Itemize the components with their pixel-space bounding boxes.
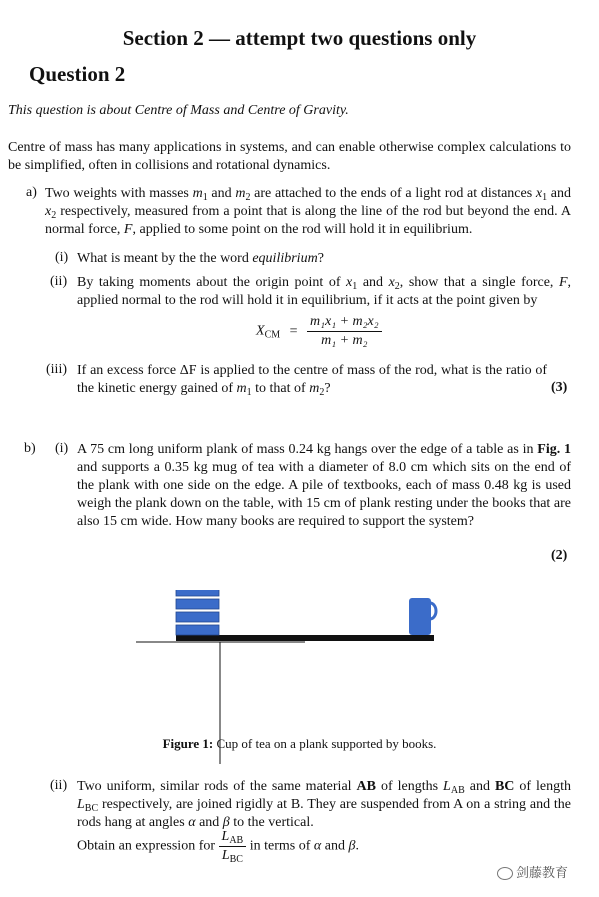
- wechat-icon: [497, 867, 513, 880]
- cm-fraction: $\frac{\text{m₁x₁ + m₂x₂}}{\text{m₁ + m₂}}$: [307, 314, 382, 349]
- figure-caption: Figure 1: Cup of tea on a plank supported by books.: [162, 736, 437, 751]
- watermark: 剑藤教育: [497, 862, 568, 881]
- plank: [176, 635, 434, 641]
- textbook: [176, 599, 219, 609]
- part-b-i-label: (i): [55, 441, 69, 456]
- question-title: Question 2: [29, 62, 126, 86]
- part-a-ii-text: By taking moments about the origin point of $x_1$ and $x_2$, show that a single force, F, applied normal to the rod will hold it in equilibrium, if it acts at the point given by: [77, 275, 572, 308]
- part-a-i-label: (i): [55, 250, 69, 265]
- part-a-ii-label: (ii): [50, 274, 68, 289]
- cm-equation: $X_{CM}$ = $\frac{\text{m₁x₁ + m₂x₂}}{\text{m₁ + m₂}}$: [256, 314, 382, 349]
- part-b-ii-label: (ii): [50, 778, 68, 793]
- part-b-label: b): [24, 441, 36, 456]
- part-a-text: Two weights with masses $m_1$ and $m_2$ are attached to the ends of a light rod at distances $x_1$ and $x_2$ respectively, measured from a point that is along the line of the rod but beyond the end. A normal force, F, applied to some point on the rod will hold it in equilibrium.: [45, 186, 572, 237]
- intro-text: This question is about Centre of Mass and Centre of Gravity.: [8, 103, 349, 118]
- part-b-ii-text: Two uniform, similar rods of the same material AB of lengths $L_{AB}$ and BC of length $L_{BC}$ respectively, are joined rigidly at B. They are suspended from A on a string and the rods hang at angles α and β to the vertical.: [77, 779, 572, 830]
- section-title: Section 2 — attempt two questions only: [122, 26, 477, 50]
- textbook: [176, 625, 219, 635]
- part-b-i-text: A 75 cm long uniform plank of mass 0.24 kg hangs over the edge of a table as in Fig. 1 and supports a 0.35 kg mug of tea with a diameter of 8.0 cm which sits on the end of the plank with one side on the edge. A pile of textbooks, each of mass 0.48 kg is used weigh the plank down on the table, with 15 cm of plank resting under the books that are also 15 cm wide. How many books are required to support the system?: [77, 442, 572, 529]
- part-a-marks: (3): [551, 380, 568, 395]
- part-a-iii-label: (iii): [46, 362, 67, 377]
- textbook: [176, 590, 219, 596]
- mug-body: [409, 598, 431, 635]
- textbook: [176, 612, 219, 622]
- part-b-marks: (2): [551, 548, 568, 563]
- mug-of-tea: [409, 598, 436, 635]
- length-ratio-fraction: $\frac{L_{AB}}{L_{BC}}$: [219, 829, 247, 864]
- part-a-label: a): [26, 185, 37, 200]
- part-b-ii-expression: Obtain an expression for $\frac{L_{AB}}{L_{BC}}$ in terms of α and β.: [77, 829, 359, 865]
- part-a-i-text: What is meant by the the word equilibrium?: [77, 251, 324, 266]
- part-a-iii-text: If an excess force ΔF is applied to the centre of mass of the rod, what is the ratio of the kinetic energy gained of $m_1$ to that of $m_2$?: [77, 363, 547, 398]
- lead-paragraph: Centre of mass has many applications in systems, and can enable otherwise complex calculations to be simplified, often in collisions and rotational dynamics.: [8, 140, 571, 173]
